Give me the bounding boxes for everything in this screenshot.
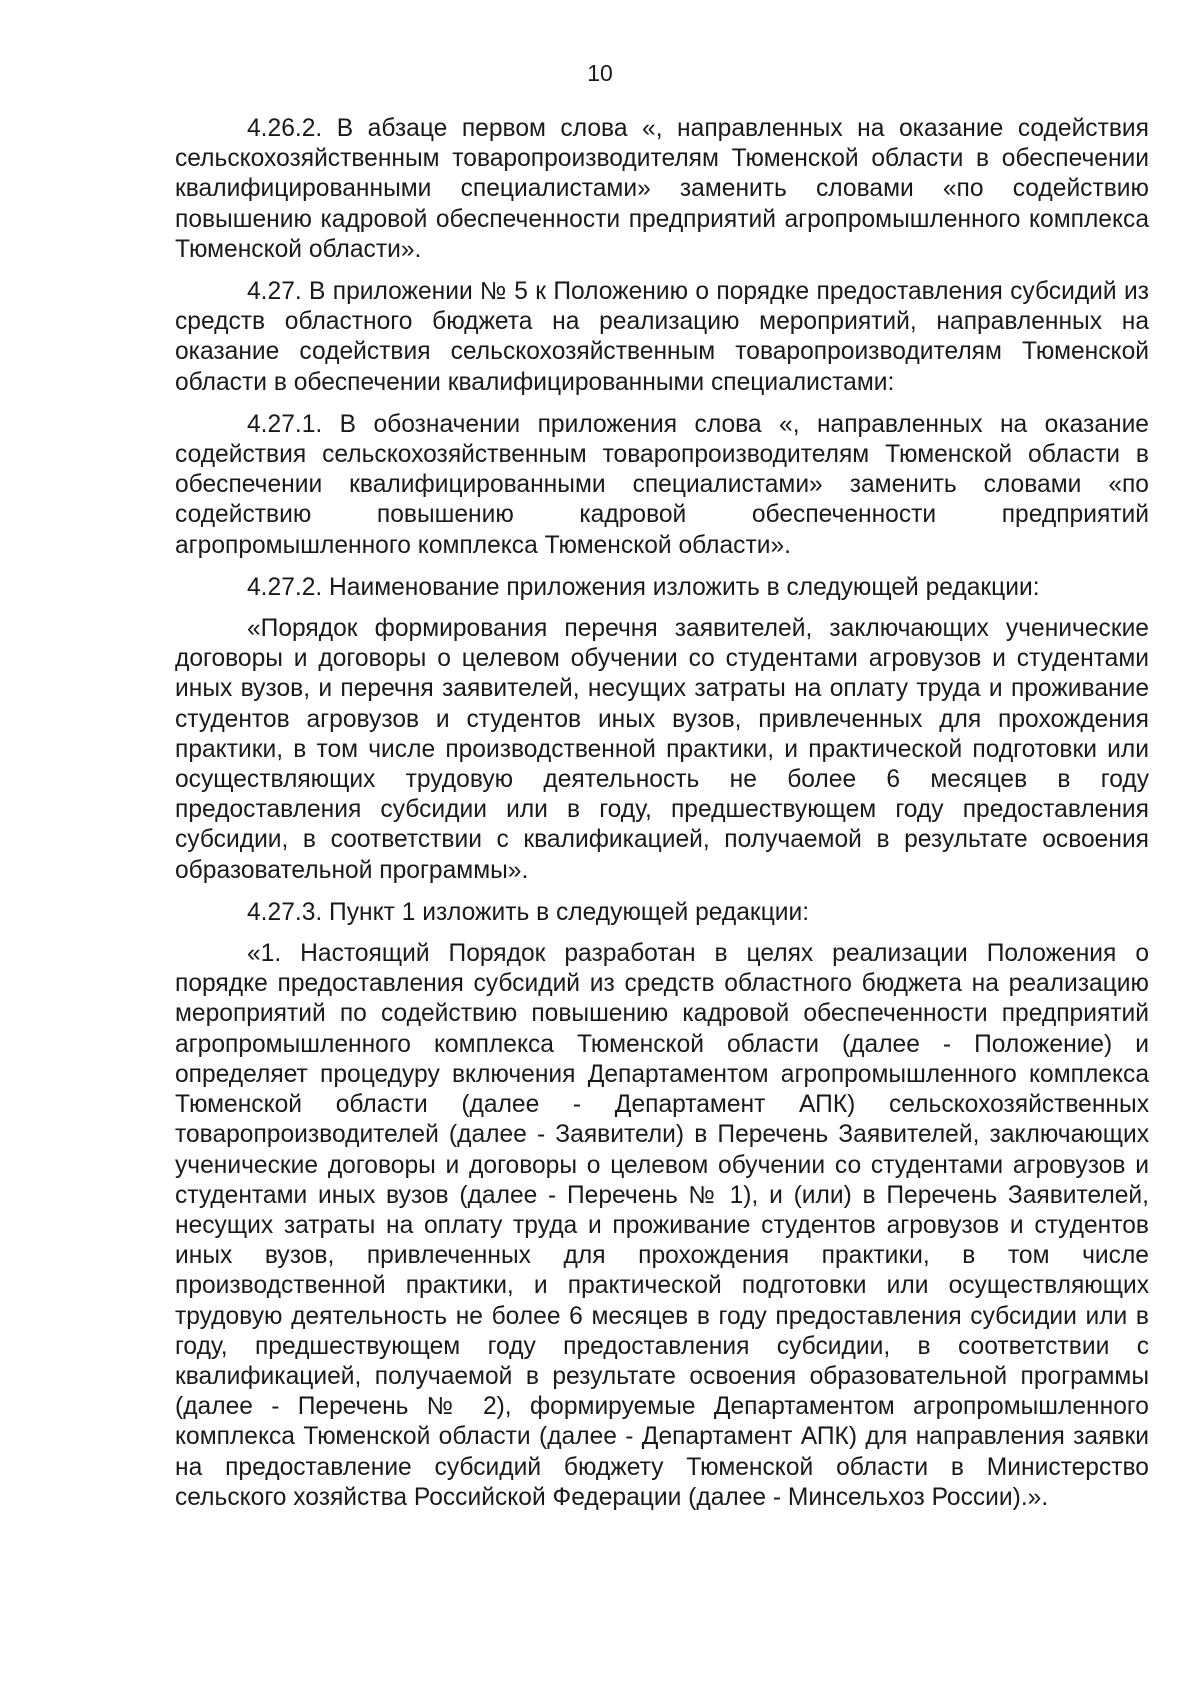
paragraph-point-1: «1. Настоящий Порядок разработан в целях реализации Положения о порядке предоставления субсидий из средств областного бюджета на реализацию мероприятий по содействию повышению кадровой обеспеченности предприятий агропромышленного комплекса Тюменской области (далее - Положение) и определяет процедуру включения Департаментом агропромышленного комплекса Тюменской области (далее - Департамент АПК) сельскохозяйственных товаропроизводителей (далее - Заявители) в Перечень Заявителей, заключающих ученические договоры и договоры о целевом обучении со студентами агровузов и студентами иных вузов (далее - Перечень № 1), и (или) в Перечень Заявителей, несущих затраты на оплату труда и проживание студентов агровузов и студентов иных вузов, привлеченных для прохождения практики, в том числе производственной практики, и практической подготовки или осуществляющих трудовую деятельность не более 6 месяцев в году предоставления субсидии или в году, предшествующем году предоставления субсидии, в соответствии с квалификацией, получаемой в результате освоения образовательной программы (далее - Перечень № 2), формируемые Департаментом агропромышленного комплекса Тюменской области (далее - Департамент АПК) для направления заявки на предоставление субсидий бюджету Тюменской области в Министерство сельского хозяйства Российской Федерации (далее - Минсельхоз России).». <box>175 940 1149 1511</box>
paragraph-4-27-1: 4.27.1. В обозначении приложения слова «, направленных на оказание содействия сельскохозяйственным товаропроизводителям Тюменской области в обеспечении квалифицированными специалистами» заменить словами «по содействию повышению кадровой обеспеченности предприятий агропромышленного комплекса Тюменской области». <box>175 410 1149 559</box>
paragraph-4-26-2: 4.26.2. В абзаце первом слова «, направленных на оказание содействия сельскохозяйственным товаропроизводителям Тюменской области в обеспечении квалифицированными специалистами» заменить словами «по содействию повышению кадровой обеспеченности предприятий агропромышленного комплекса Тюменской области». <box>175 115 1149 263</box>
document-body <box>175 114 1149 1513</box>
paragraph-appendix-title: «Порядок формирования перечня заявителей, заключающих ученические договоры и договоры о целевом обучении со студентами агровузов и студентами иных вузов, и перечня заявителей, несущих затраты на оплату труда и проживание студентов агровузов и студентов иных вузов, привлеченных для прохождения практики, в том числе производственной практики, и практической подготовки или осуществляющих трудовую деятельность не более 6 месяцев в году предоставления субсидии или в году, предшествующем году предоставления субсидии, в соответствии с квалификацией, получаемой в результате освоения образовательной программы». <box>175 615 1149 884</box>
page-number: 10 <box>587 60 613 86</box>
paragraph-4-27: 4.27. В приложении № 5 к Положению о порядке предоставления субсидий из средств областного бюджета на реализацию мероприятий, направленных на оказание содействия сельскохозяйственным товаропроизводителям Тюменской области в обеспечении квалифицированными специалистами: <box>175 278 1149 396</box>
paragraph-4-27-3: 4.27.3. Пункт 1 изложить в следующей редакции: <box>247 898 810 926</box>
paragraph-4-27-2: 4.27.2. Наименование приложения изложить в следующей редакции: <box>247 573 1040 601</box>
